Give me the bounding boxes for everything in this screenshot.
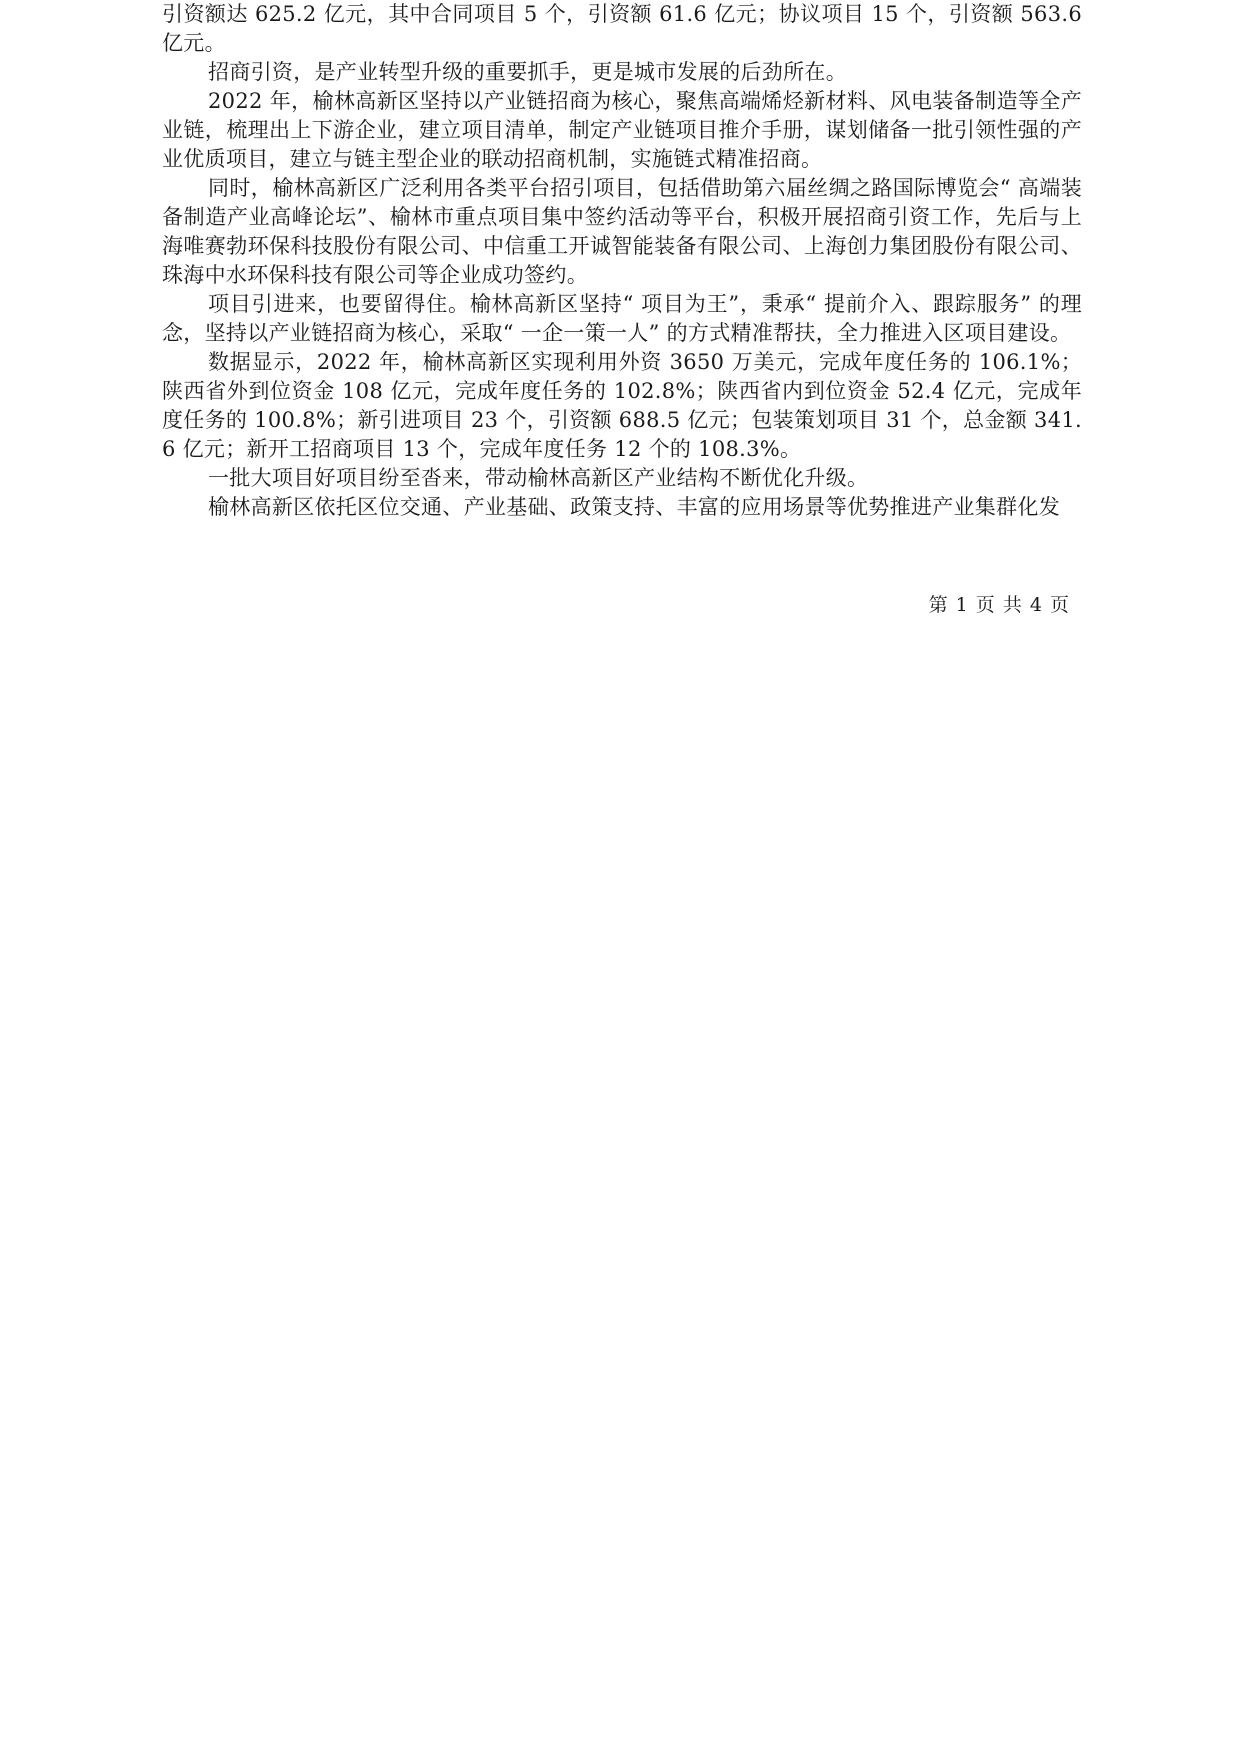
document-page (162, 0, 1082, 522)
paragraph-1: 引资额达 625.2 亿元，其中合同项目 5 个，引资额 61.6 亿元；协议项目 15 个，引资额 563.6 亿元。 (162, 2, 1082, 55)
paragraph-3: 2022 年，榆林高新区坚持以产业链招商为核心，聚焦高端烯烃新材料、风电装备制造等全产业链，梳理出上下游企业，建立项目清单，制定产业链项目推介手册，谋划储备一批引领性强的产业优质项目，建立与链主型企业的联动招商机制，实施链式精准招商。 (162, 89, 1082, 171)
paragraph-2: 招商引资，是产业转型升级的重要抓手，更是城市发展的后劲所在。 (208, 60, 847, 84)
page-number-footer: 第 1 页 共 4 页 (928, 594, 1070, 616)
paragraph-8: 榆林高新区依托区位交通、产业基础、政策支持、丰富的应用场景等优势推进产业集群化发 (208, 495, 1060, 519)
paragraph-5: 项目引进来，也要留得住。榆林高新区坚持“ 项目为王”，秉承“ 提前介入、跟踪服务” 的理念，坚持以产业链招商为核心，采取“ 一企一策一人” 的方式精准帮扶，全力推进入区项目建设。 (162, 292, 1082, 345)
paragraph-4: 同时，榆林高新区广泛利用各类平台招引项目，包括借助第六届丝绸之路国际博览会“ 高端装备制造产业高峰论坛”、榆林市重点项目集中签约活动等平台，积极开展招商引资工作，先后与上海唯赛勃环保科技股份有限公司、中信重工开诚智能装备有限公司、上海创力集团股份有限公司、珠海中水环保科技有限公司等企业成功签约。 (162, 176, 1082, 287)
paragraph-7: 一批大项目好项目纷至沓来，带动榆林高新区产业结构不断优化升级。 (208, 466, 869, 490)
paragraph-6: 数据显示，2022 年，榆林高新区实现利用外资 3650 万美元，完成年度任务的 106.1%；陕西省外到位资金 108 亿元，完成年度任务的 102.8%；陕西省内到位资金 52.4 亿元，完成年度任务的 100.8%；新引进项目 23 个，引资额 688.5 亿元；包装策划项目 31 个，总金额 341.6 亿元；新开工招商项目 13 个，完成年度任务 12 个的 108.3%。 (162, 350, 1082, 461)
